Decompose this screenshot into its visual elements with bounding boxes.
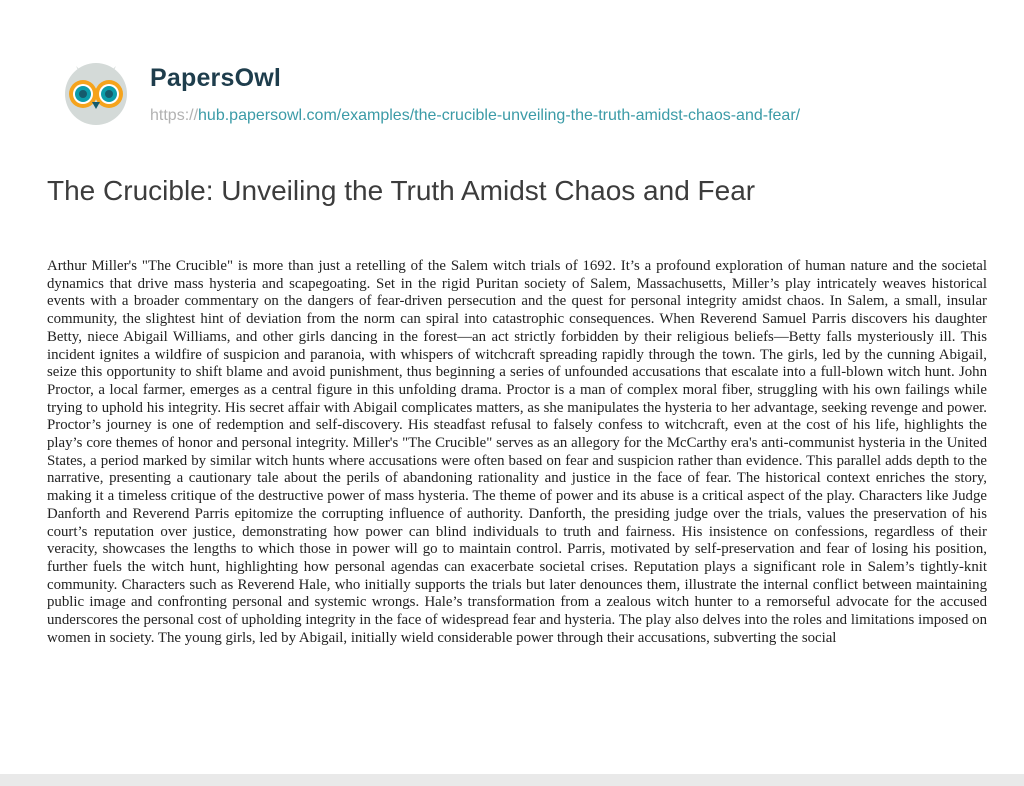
bottom-divider: [0, 774, 1024, 786]
brand-name[interactable]: PapersOwl: [150, 64, 282, 92]
article-title: The Crucible: Unveiling the Truth Amidst Chaos and Fear: [47, 175, 756, 206]
url-prefix: https://: [150, 107, 199, 124]
article-body: Arthur Miller's "The Crucible" is more than just a retelling of the Salem witch trials of 1692. It’s a profound exploration of human nature and the societal dynamics that drive mass hysteria and scapegoating. Set in the rigid Puritan society of Salem, Massachusetts, Miller’s play intricately weaves historical events with a broader commentary on the dangers of fear-driven persecution and the quest for personal integrity amidst chaos. In Salem, a small, insular community, the slightest hint of deviation from the norm can spiral into catastrophic consequences. When Reverend Samuel Parris discovers his daughter Betty, niece Abigail Williams, and other girls dancing in the forest—an act strictly forbidden by their religious beliefs—Betty falls mysteriously ill. This incident ignites a wildfire of suspicion and paranoia, with whispers of witchcraft spreading rapidly through the town. The girls, led by the cunning Abigail, seize this opportunity to shift blame and avoid punishment, thus beginning a series of unfounded accusations that escalate into a full-blown witch hunt. John Proctor, a local farmer, emerges as a central figure in this unfolding drama. Proctor is a man of complex moral fiber, struggling with his own failings while trying to uphold his integrity. His secret affair with Abigail complicates matters, as she manipulates the hysteria to her advantage, seeking revenge and power. Proctor’s journey is one of redemption and self-discovery. His steadfast refusal to falsely confess to witchcraft, even at the cost of his life, highlights the play’s core themes of honor and personal integrity. Miller's "The Crucible" serves as an allegory for the McCarthy era's anti-communist hysteria in the United States, a period marked by similar witch hunts where accusations were often based on fear and suspicion rather than evidence. This parallel adds depth to the narrative, presenting a cautionary tale about the perils of abandoning rationality and justice in the face of fear. The historical context enriches the story, making it a timeless critique of the destructive power of mass hysteria. The theme of power and its abuse is a critical aspect of the play. Characters like Judge Danforth and Reverend Parris epitomize the corrupting influence of authority. Danforth, the presiding judge over the trials, values the preservation of his court’s reputation over justice, demonstrating how power can blind individuals to truth and fairness. His insistence on confessions, regardless of their veracity, showcases the lengths to which those in power will go to maintain control. Parris, motivated by self-preservation and fear of losing his position, further fuels the witch hunt, highlighting how personal agendas can exacerbate societal crises. Reputation plays a significant role in Salem’s tightly-knit community. Characters such as Reverend Hale, who initially supports the trials but later denounces them, illustrate the internal conflict between maintaining public image and confronting personal and systemic wrongs. Hale’s transformation from a zealous witch hunter to a remorseful advocate for the accused underscores the personal cost of upholding integrity in the face of widespread fear and hysteria. The play also delves into the roles and limitations imposed on women in society. The young girls, led by Abigail, initially wield considerable power through their accusations, subverting the social: [47, 258, 987, 646]
url-link[interactable]: hub.papersowl.com/examples/the-crucible-unveiling-the-truth-amidst-chaos-and-fear/: [198, 107, 801, 124]
article-url[interactable]: [150, 107, 800, 125]
site-header: [46, 62, 986, 132]
owl-logo-icon[interactable]: [46, 62, 146, 132]
